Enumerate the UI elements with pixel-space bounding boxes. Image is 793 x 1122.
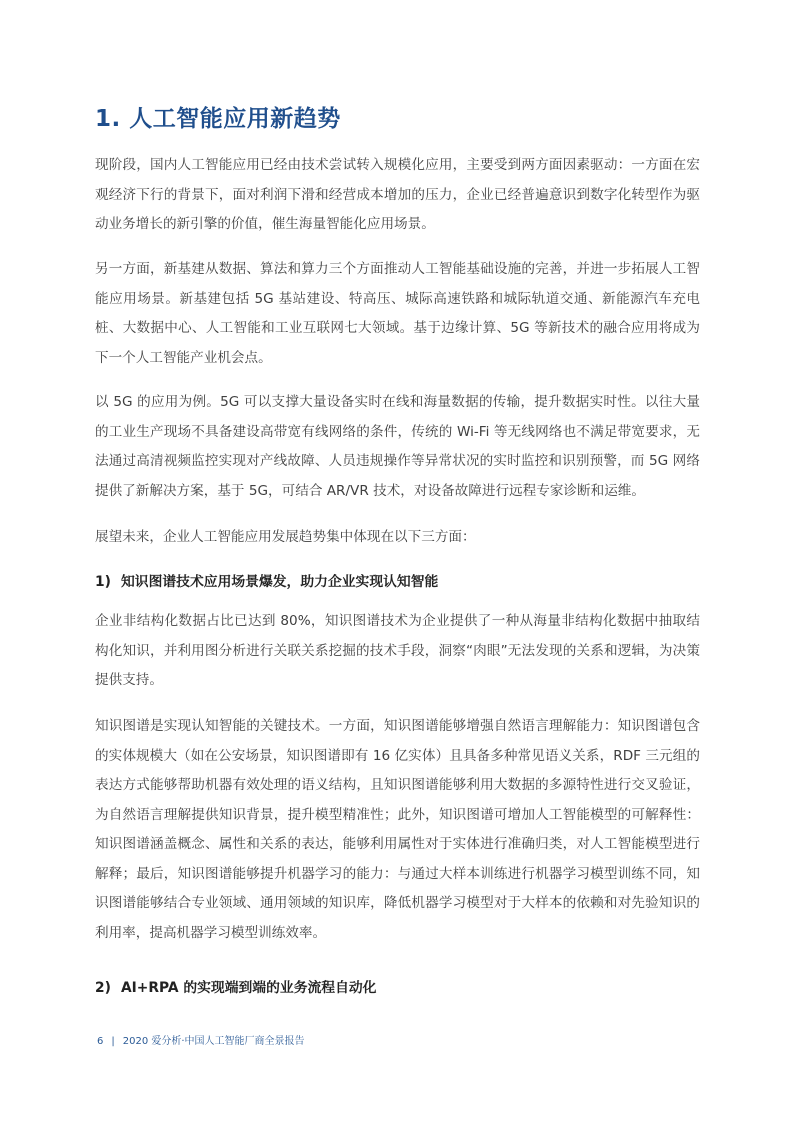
section-title: 1. 人工智能应用新趋势 [95, 106, 341, 132]
report-title: 2020 爱分析·中国人工智能厂商全景报告 [122, 1036, 305, 1047]
footer-separator: | [111, 1036, 115, 1047]
page-number: 6 [97, 1036, 104, 1047]
subsection-number-2: 2) [95, 980, 111, 996]
paragraph-knowledge-graph-intro: 企业非结构化数据占比已达到 80%，知识图谱技术为企业提供了一种从海量非结构化数据中抽取结构化知识，并利用图分析进行关联关系挖掘的技术手段，洞察“肉眼”无法发现的关系和逻辑，为决策提供支持。 [95, 613, 700, 688]
paragraph-outlook: 展望未来，企业人工智能应用发展趋势集中体现在以下三方面： [95, 529, 476, 545]
subsection-title-2: AI+RPA 的实现端到端的业务流程自动化 [121, 980, 377, 996]
paragraph-knowledge-graph-detail: 知识图谱是实现认知智能的关键技术。一方面，知识图谱能够增强自然语言理解能力：知识图谱包含的实体规模大（如在公安场景，知识图谱即有 16 亿实体）且具备多种常见语义关系，RDF 三元组的表达方式能够帮助机器有效处理的语义结构，且知识图谱能够利用大数据的多源特性进行交叉验证，为自然语言理解提供知识背景，提升模型精准性；此外，知识图谱可增加人工智能模型的可解释性：知识图谱涵盖概念、属性和关系的表达，能够利用属性对于实体进行准确归类，对人工智能模型进行解释；最后，知识图谱能够提升机器学习的能力：与通过大样本训练进行机器学习模型训练不同，知识图谱能够结合专业领域、通用领域的知识库，降低机器学习模型对于大样本的依赖和对先验知识的利用率，提高机器学习模型训练效率。 [95, 718, 700, 941]
paragraph-drivers: 现阶段，国内人工智能应用已经由技术尝试转入规模化应用，主要受到两方面因素驱动：一方面在宏观经济下行的背景下，面对利润下滑和经营成本增加的压力，企业已经普遍意识到数字化转型作为驱动业务增长的新引擎的价值，催生海量智能化应用场景。 [95, 157, 700, 232]
subsection-heading-1 [95, 570, 700, 590]
page-footer [97, 1032, 305, 1047]
paragraph-new-infrastructure: 另一方面，新基建从数据、算法和算力三个方面推动人工智能基础设施的完善，并进一步拓展人工智能应用场景。新基建包括 5G 基站建设、特高压、城际高速铁路和城际轨道交通、新能源汽车充电桩、大数据中心、人工智能和工业互联网七大领域。基于边缘计算、5G 等新技术的融合应用将成为下一个人工智能产业机会点。 [95, 261, 700, 366]
subsection-number-1: 1) [95, 574, 111, 590]
subsection-heading-2 [95, 976, 700, 996]
subsection-title-1: 知识图谱技术应用场景爆发，助力企业实现认知智能 [121, 574, 439, 590]
paragraph-5g-example: 以 5G 的应用为例。5G 可以支撑大量设备实时在线和海量数据的传输，提升数据实时性。以往大量的工业生产现场不具备建设高带宽有线网络的条件，传统的 Wi-Fi 等无线网络也不满足带宽要求，无法通过高清视频监控实现对产线故障、人员违规操作等异常状况的实时监控和识别预警，而 5G 网络提供了新解决方案，基于 5G，可结合 AR/VR 技术，对设备故障进行远程专家诊断和运维。 [95, 394, 700, 499]
